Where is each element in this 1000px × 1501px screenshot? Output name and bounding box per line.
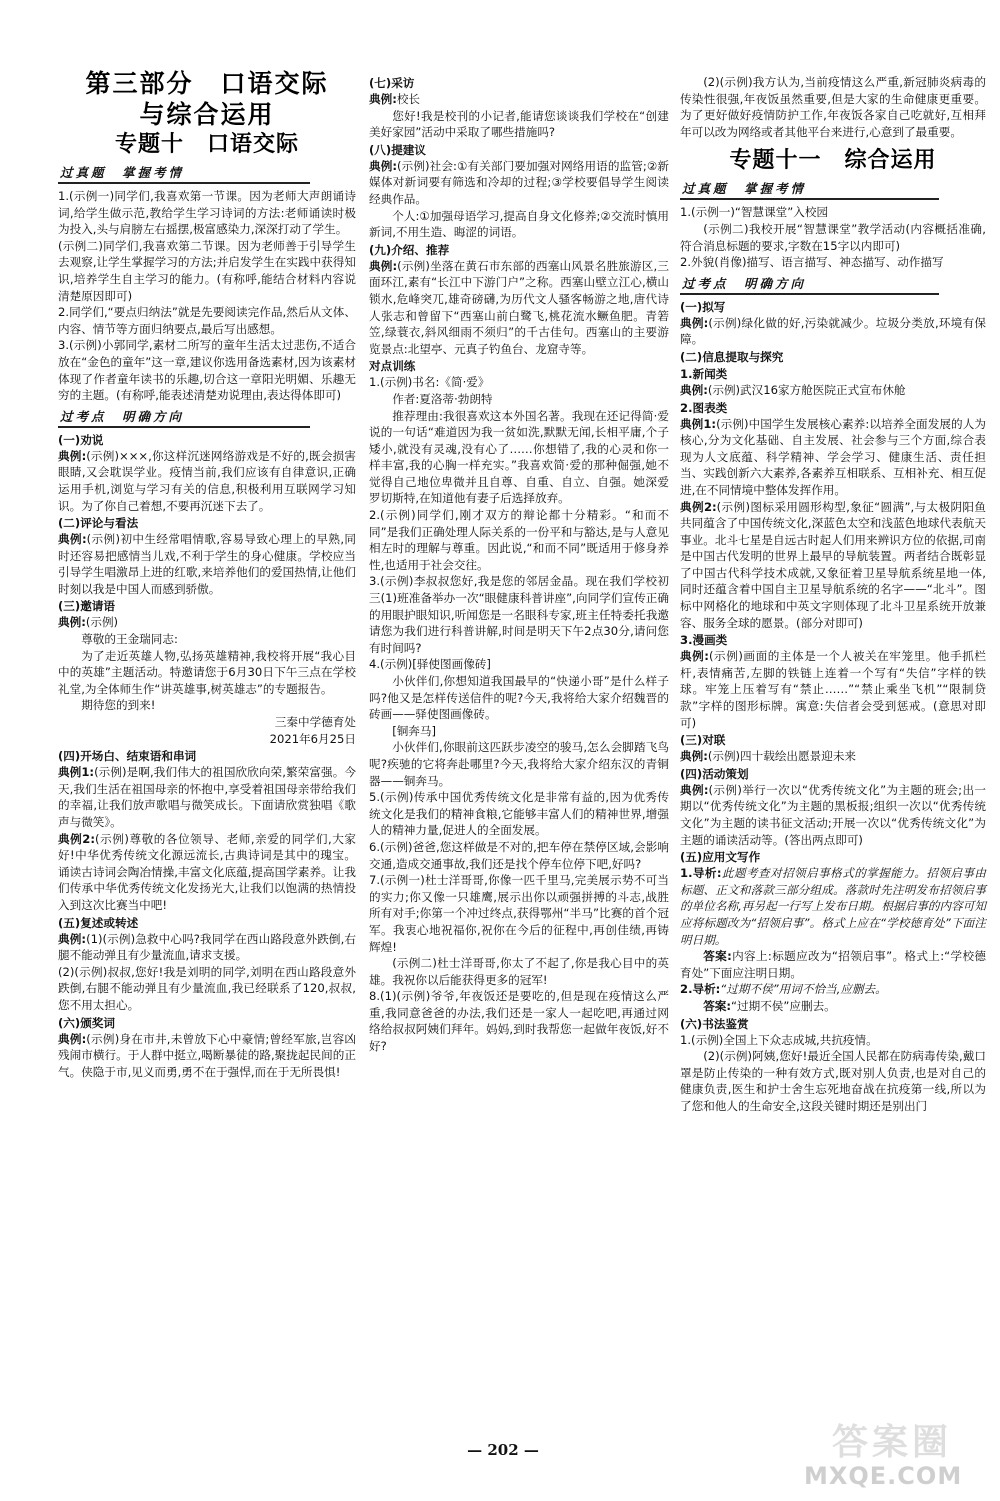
example-label: 典例: <box>680 649 709 664</box>
section-practical-writing: (五)应用文写作 <box>680 850 761 865</box>
watermark-text: 答案圈 <box>832 1422 953 1463</box>
section-retelling: (五)复述或转述 <box>58 915 139 930</box>
guide-label: 1.导析: <box>680 866 722 881</box>
section-persuasion: (一)劝说 <box>58 432 104 447</box>
guide-text: “过期不侯”用词不恰当,应删去。 <box>720 982 887 997</box>
example-suggestion <box>369 158 669 208</box>
part-title: 第三部分 口语交际 <box>85 69 329 98</box>
example-drafting <box>680 315 986 348</box>
invitation-signature: 三秦中学德育处 <box>274 715 356 730</box>
example-label: 典例1: <box>58 765 95 780</box>
banner-past-exams: 过真题 掌握考情 <box>58 165 310 184</box>
t11-answer-2: 2.外貌(肖像)描写、语言描写、神态描写、动作描写 <box>680 255 944 270</box>
subsection-cartoon: 3.漫画类 <box>680 633 728 648</box>
banner-key-points-2: 过考点 明确方向 <box>680 276 939 295</box>
t11-answer-1-example-2: (示例二)我校开展“智慧课堂”教学活动(内容概括准确,符合消息标题的要求,字数在15字以内即可) <box>680 221 986 253</box>
interview-text: 您好!我是校刊的小记者,能请您谈谈我们学校在“创建美好家园”活动中采取了哪些措施吗? <box>369 108 669 140</box>
answer-label: 答案: <box>703 998 732 1013</box>
example-text: (1)(示例)急救中心吗?我同学在西山路段意外跌倒,右腿不能动弹且有少量流血,请求支援。 <box>58 931 357 963</box>
answer-text: 内容上:标题应改为“招领启事”。格式上:“学校德育处”下面应注明日期。 <box>680 949 986 980</box>
answer-1-example-2: (示例二)同学们,我喜欢第二节课。因为老师善于引导学生去观察,让学生掌握学习的方法;并启发学生在实践中获得知识,培养学生自主学习的能力。(有称呼,能结合材料内容说清楚原因即可) <box>58 238 356 303</box>
section-drafting: (一)拟写 <box>680 299 726 314</box>
example-text: (示例)画面的主体是一个人被关在牢笼里。他手抓栏杆,表情痛苦,左脚的铁链上连着一个写有“失信”字样的铁球。牢笼上压着写有“禁止……”“禁止乘坐飞机”“限制贷款”字样的图形标牌。寓意:失信者会受到惩戒。(意思对即可) <box>680 649 986 730</box>
example-opening-1 <box>58 764 356 830</box>
answer-3: 3.(示例)小郭同学,素材二所写的童年生活太过悲伤,不适合放在“金色的童年”这一章,建议你选用备选素材,因为该素材体现了作者童年读书的乐趣,切合这一章阳光明媚、乐趣无穷的主题。(有称呼,能表述清楚劝说理由,表达得体即可) <box>58 338 356 403</box>
section-introduction: (九)介绍、推荐 <box>369 242 450 257</box>
topic-11-title: 专题十一 综合运用 <box>729 148 937 174</box>
banner-past-exams-2: 过真题 掌握考情 <box>680 181 939 200</box>
example-opening-2 <box>58 831 356 914</box>
example-text: (示例)坐落在黄石市东部的西塞山风景名胜旅游区,三面环江,素有“长江中下游门户”之称。西塞山壁立江心,横山锁水,危峰突兀,雄奇磅礴,为历代文人骚客畅游之地,唐代诗人张志和曾留下“西塞山前白鹭飞,桃花流水鳜鱼肥。青箬笠,绿蓑衣,斜风细雨不须归”的千古佳句。西塞山的主要游览景点:北望亭、元真子钓鱼台、龙窟寺等。 <box>369 258 670 356</box>
example-label: 典例: <box>58 532 87 547</box>
section-award: (六)颁奖词 <box>58 1015 115 1030</box>
practice-4-text-2: 小伙伴们,你眼前这匹跃步凌空的骏马,怎么会脚踏飞鸟呢?疾驰的它将奔赴哪里?今天,我将给大家介绍东汉的青铜器——铜奔马。 <box>369 740 669 788</box>
example-text: (示例)举行一次以“优秀传统文化”为主题的班会;出一期以“优秀传统文化”为主题的黑板报;组织一次以“优秀传统文化”为主题的读书征文活动;开展一次以“优秀传统文化”为主题的诵读活动等。(答出两点即可) <box>680 782 986 847</box>
guide-label: 2.导析: <box>680 982 721 997</box>
example-text: (示例)尊敬的各位领导、老师,亲爱的同学们,大家好!中华优秀传统文化源远流长,古典诗词是其中的瑰宝。诵读古诗词会陶冶情操,丰富文化底蕴,提高国学素养。让我们传承中华优秀传统文化发扬光大,让我们以饱满的热情投入到这次比赛当中吧! <box>58 831 356 912</box>
practice-4-heading: 4.(示例)[驿使图画像砖] <box>369 657 491 672</box>
example-chart-1 <box>680 416 986 499</box>
example-couplet <box>680 748 986 765</box>
practice-6: 6.(示例)爸爸,您这样做是不对的,把车停在禁停区域,会影响交通,造成交通事故,我们还是找个停车位停下吧,好吗? <box>369 839 669 871</box>
practice-1-reason: 推荐理由:我很喜欢这本外国名著。我现在还记得简·爱说的一句话“难道因为我一贫如洗,默默无闻,长相平庸,个子矮小,就没有灵魂,没有心了……你想错了,我的心灵和你一样丰富,我的心胸一样充实。”我喜欢简·爱的那种倔强,她不觉得自己地位卑微并且自尊、自重、自立、自强。她深爱罗切斯特,在知道他有妻子后选择放弃。 <box>369 408 669 506</box>
section-suggestion: (八)提建议 <box>369 142 426 157</box>
t11-answer-1: 1.(示例一)“智慧课堂”入校园 <box>680 205 829 220</box>
practice-7-example-2: (示例二)杜士洋哥哥,你太了不起了,你是我心目中的英雄。我祝你以后能获得更多的冠军! <box>369 956 669 987</box>
practice-8: 8.(1)(示例)爷爷,年夜饭还是要吃的,但是现在疫情这么严重,我同意爸爸的办法,我们还是一家人一起吃吧,再通过网络给叔叔阿姨们拜年。妈妈,到时我帮您一起做年夜饭,好不好? <box>369 989 669 1054</box>
invitation-greeting: 尊敬的王金瑞同志: <box>81 632 178 647</box>
calligraphy-2: (2)(示例)阿姨,您好!最近全国人民都在防病毒传染,戴口罩是防止传染的一种有效方式,既对别人负责,也是对自己的健康负责,医生和护士舍生忘死地奋战在抗疫第一线,所以为了您和他人的生命安全,这段关键时期还是别出门 <box>680 1049 986 1113</box>
example-comment <box>58 531 356 597</box>
example-news <box>680 382 986 399</box>
subsection-chart: 2.图表类 <box>680 400 728 415</box>
practice-1-author: 作者:夏洛蒂·勃朗特 <box>392 391 493 406</box>
watermark-url: MXQE.COM <box>804 1462 963 1490</box>
section-invitation: (三)邀请语 <box>58 599 115 614</box>
section-comment: (二)评论与看法 <box>58 516 139 531</box>
example-cartoon <box>680 648 986 731</box>
example-label: 典例: <box>680 782 709 797</box>
guide-2 <box>680 981 986 998</box>
answer-text: “过期不侯”应删去。 <box>731 998 836 1013</box>
example-label: 典例: <box>369 258 398 273</box>
example-award <box>58 1031 356 1081</box>
example-label: 典例: <box>369 92 397 106</box>
example-introduction <box>369 258 669 358</box>
answer-guide-2 <box>680 998 986 1015</box>
example-interview <box>369 91 669 108</box>
watermark-logo <box>800 1410 996 1498</box>
practice-3: 3.(示例)李叔叔您好,我是您的邻居金晶。现在我们学校初三(1)班准备举办一次“眼健康科普讲座”,向同学们宣传正确的用眼护眼知识,听闻您是一名眼科专家,班主任特委托我邀请您为我们进行科普讲解,时间是明天下午2点30分,请问您有时间吗? <box>369 574 669 655</box>
example-text: (示例)×××,你这样沉迷网络游戏是不好的,既会损害眼睛,又会耽误学业。疫情当前,我们应该有自律意识,正确运用手机,浏览与学习有关的信息,积极利用互联网学习知识。为了你自己着想,不要再沉迷下去了。 <box>58 448 356 513</box>
answer-2: 2.同学们,“要点归纳法”就是先要阅读完作品,然后从文体、内容、情节等方面归纳要点,最后写出感想。 <box>58 305 356 336</box>
example-text: (示例)身在市井,未曾放下心中豪情;曾经军旅,岂容凶残闹市横行。于人群中挺立,喝断暴徒的路,聚拢起民间的正气。侠隐于市,见义而勇,勇不在于强悍,而在于无所畏惧! <box>58 1031 356 1079</box>
example-text: (示例)图标采用圆形构型,象征“圆满”,与太极阴阳鱼共同蕴含了中国传统文化,深蓝色太空和浅蓝色地球代表航天事业。北斗七星是自远古时起人们用来辨识方位的依据,司南是中国古代发明的世界上最早的导航装置。两者结合既彰显了中国古代科学技术成就,又象征着卫星导航系统星地一体,同时还蕴含着中国自主卫星导航系统的名字——“北斗”。图标中网格化的地球和中英文字则体现了北斗卫星系统开放兼容、服务全球的愿景。(部分对即可) <box>680 499 986 630</box>
section-calligraphy: (六)书法鉴赏 <box>680 1016 749 1031</box>
example-persuasion <box>58 448 356 514</box>
example-text: (示例)社会:①有关部门要加强对网络用语的监管;②新媒体对新词要有筛选和冷却的过程;③学校要倡导学生阅读经典作品。 <box>369 158 669 206</box>
page-number: — 202 — <box>467 1441 539 1459</box>
subsection-news: 1.新闻类 <box>680 366 728 381</box>
example-label: 典例1: <box>680 416 717 431</box>
example-retelling-2: (2)(示例)叔叔,您好!我是刘明的同学,刘明在西山路段意外跌倒,右腿不能动弹且有少量流血,我已经联系了120,叔叔,您不用太担心。 <box>58 964 356 1012</box>
invitation-date: 2021年6月25日 <box>269 731 356 746</box>
suggestion-personal: 个人:①加强母语学习,提高自身文化修养;②交流时慎用新词,不用生造、晦涩的词语。 <box>369 208 669 240</box>
practice-4-heading-2: [铜奔马] <box>392 723 437 738</box>
example-label: 典例: <box>680 315 709 330</box>
example-text: (示例)四十载绘出愿景迎未来 <box>707 749 857 764</box>
answer-guide-1 <box>680 948 986 981</box>
invitation-closing: 期待您的到来! <box>81 698 156 713</box>
example-activity-plan <box>680 782 986 848</box>
section-activity-plan: (四)活动策划 <box>680 766 749 781</box>
practice-8-part-2: (2)(示例)我方认为,当前疫情这么严重,新冠肺炎病毒的传染性很强,年夜饭虽然重要,但是大家的生命健康更重要。为了更好做好疫情防护工作,年夜饭各家自己吃就好,互相拜年可以改为网络或者其他平台来进行,心意到了最重要。 <box>680 75 986 139</box>
example-retelling-1 <box>58 931 356 964</box>
practice-7-example-1: 7.(示例一)杜士洋哥哥,你像一匹千里马,完美展示势不可当的实力;你又像一只雄鹰,展示出你以顽强拼搏的斗志,战胜所有对手;你第一个冲过终点,获得鄂州“半马”比赛的首个冠军。我衷心地祝福你,祝你在今后的征程中,再创佳绩,再铸辉煌! <box>369 873 669 954</box>
example-label: 典例: <box>58 448 87 463</box>
column-1 <box>58 68 356 1080</box>
column-3 <box>680 74 986 1115</box>
guide-text: 此题考查对招领启事格式的掌握能力。招领启事由标题、正文和落款三部分组成。落款时先注明发布招领启事的单位名称,再另起一行写上发布日期。根据启事的内容可知应将标题改为“招领启事”。格式上应在“学校德育处”下面注明日期。 <box>680 866 986 947</box>
practice-2: 2.(示例)同学们,刚才双方的辩论都十分精彩。“和而不同”是我们正确处理人际关系的一份平和与豁达,是与人意见相左时的理解与尊重。因此说,“和而不同”既适用于修身养性,也适用于社会交往。 <box>369 508 669 572</box>
example-chart-2 <box>680 499 986 632</box>
banner-key-points: 过考点 明确方向 <box>58 409 310 428</box>
example-text: (示例)绿化做的好,污染就减少。垃圾分类放,环境有保障。 <box>680 315 987 347</box>
guide-1 <box>680 865 986 948</box>
section-practice: 对点训练 <box>369 359 416 374</box>
practice-5: 5.(示例)传承中国优秀传统文化是非常有益的,因为优秀传统文化是我们的精神食粮,它能够丰富人们的精神世界,增强人的精神力量,促进人的全面发展。 <box>369 790 669 838</box>
example-label: 典例: <box>58 615 86 630</box>
section-info-extraction: (二)信息提取与探究 <box>680 349 784 364</box>
answer-1: 1.(示例一)同学们,我喜欢第一节课。因为老师大声朗诵诗词,给学生做示范,教给学生学习诗词的方法:老师诵读时极为投入,头与肩膀左右摇摆,极富感染力,深深打动了学生。 <box>58 189 356 237</box>
column-2 <box>369 74 669 1055</box>
example-invitation <box>58 614 356 631</box>
section-opening: (四)开场白、结束语和串词 <box>58 749 197 764</box>
example-label: 典例: <box>58 1031 87 1046</box>
calligraphy-1: 1.(示例)全国上下众志成城,共抗疫情。 <box>680 1032 878 1047</box>
practice-4-text-1: 小伙伴们,你想知道我国最早的“快递小哥”是什么样子吗?他又是怎样传送信件的呢?今天,我将给大家介绍魏晋的砖画——驿使图画像砖。 <box>369 674 669 722</box>
example-label: 典例2: <box>58 831 95 846</box>
practice-1-title: 1.(示例)书名:《简·爱》 <box>369 375 490 390</box>
example-label: 典例: <box>680 382 708 397</box>
answer-label: 答案: <box>703 949 732 964</box>
section-couplet: (三)对联 <box>680 733 726 748</box>
topic-10-title: 专题十 口语交际 <box>114 132 299 157</box>
example-text: (示例)中国学生发展核心素养:以培养全面发展的人为核心,分为文化基础、自主发展、社会参与三个方面,综合表现为人文底蕴、科学精神、学会学习、健康生活、责任担当、实践创新六大素养,各素养互相联系、互相补充、相互促进,在不同情境中整体发挥作用。 <box>680 416 986 497</box>
example-label: 典例: <box>58 931 87 946</box>
part-subtitle: 与综合运用 <box>139 100 275 129</box>
section-interview: (七)采访 <box>369 76 415 90</box>
example-text: (示例)武汉16家方舱医院正式宣布休舱 <box>707 382 906 397</box>
example-text: 校长 <box>396 92 421 106</box>
example-label: 典例2: <box>680 499 717 514</box>
example-text: (示例)初中生经常唱情歌,容易导致心理上的早熟,同时还容易把感情当儿戏,不利于学生的身心健康。学校应当引导学生唱激昂上进的红歌,来培养他们的爱国热情,让他们时刻以我是中国人而感到骄傲。 <box>58 532 357 596</box>
invitation-body: 为了走近英雄人物,弘扬英雄精神,我校将开展“我心目中的英雄”主题活动。特邀请您于6月30日下午三点在学校礼堂,为全体师生作“讲英雄事,树英雄志”的专题报告。 <box>58 648 356 696</box>
example-text: (示例)是啊,我们伟大的祖国欣欣向荣,繁荣富强。今天,我们生活在祖国母亲的怀抱中,享受着祖国母亲带给我们的幸福,让我们放声歌唱与微笑成长。下面请欣赏独唱《歌声与微笑》。 <box>58 765 356 829</box>
example-label: 典例: <box>680 749 708 764</box>
example-label: 典例: <box>369 158 398 173</box>
example-text: (示例) <box>85 615 119 630</box>
